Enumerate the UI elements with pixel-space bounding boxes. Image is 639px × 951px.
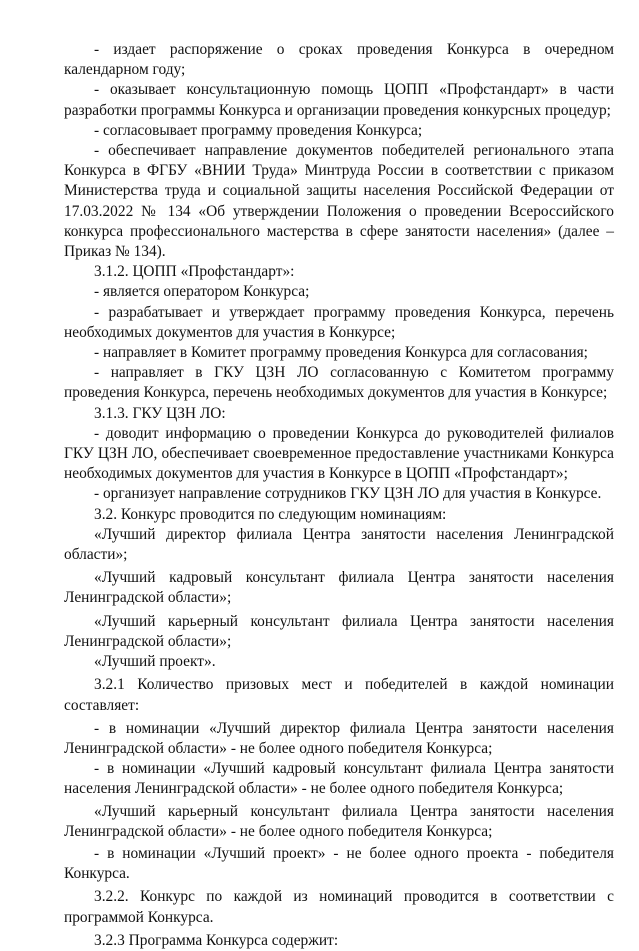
- nomination-item: «Лучший проект».: [94, 653, 216, 671]
- paragraph: - согласовывает программу проведения Конкурса;: [94, 121, 423, 139]
- document-page: [64, 40, 614, 951]
- nomination-item: «Лучший директор филиала Центра занятости населения Ленинградской области»;: [64, 525, 614, 564]
- paragraph: - разрабатывает и утверждает программу проведения Конкурса, перечень необходимых документов для участия в Конкурсе;: [64, 303, 614, 341]
- section-heading: 3.2.2. Конкурс по каждой из номинаций проводится в соответствии с программой Конкурса.: [64, 888, 614, 926]
- section-heading: 3.1.3. ГКУ ЦЗН ЛО:: [94, 404, 226, 422]
- section-heading: 3.1.2. ЦОПП «Профстандарт»:: [94, 263, 295, 281]
- paragraph: - в номинации «Лучший директор филиала Центра занятости населения Ленинградской области» - не более одного победителя Конкурса;: [64, 719, 614, 757]
- paragraph: - является оператором Конкурса;: [94, 283, 310, 301]
- paragraph: - в номинации «Лучший кадровый консультант филиала Центра занятости населения Ленинградской области» - не более одного победителя Конкурса;: [64, 760, 614, 798]
- paragraph: - направляет в Комитет программу проведения Конкурса для согласования;: [94, 344, 588, 362]
- nomination-item: «Лучший карьерный консультант филиала Центра занятости населения Ленинградской области»;: [64, 612, 614, 650]
- paragraph: - оказывает консультационную помощь ЦОПП «Профстандарт» в части разработки программы Конкурса и организации проведения конкурсных процедур;: [64, 81, 614, 119]
- paragraph: - доводит информацию о проведении Конкурса до руководителей филиалов ГКУ ЦЗН ЛО, обеспечивает своевременное предоставление участниками Конкурса необходимых документов для участия в Конкурсе в ЦОПП «Профстандарт»;: [64, 424, 614, 483]
- paragraph: - в номинации «Лучший проект» - не более одного проекта - победителя Конкурса.: [64, 844, 614, 883]
- paragraph: - организует направление сотрудников ГКУ ЦЗН ЛО для участия в Конкурсе.: [94, 485, 602, 503]
- paragraph: «Лучший карьерный консультант филиала Центра занятости населения Ленинградской области» - не более одного победителя Конкурса;: [64, 802, 614, 840]
- paragraph: - направляет в ГКУ ЦЗН ЛО согласованную с Комитетом программу проведения Конкурса, перечень необходимых документов для участия в Конкурсе;: [64, 364, 614, 402]
- section-heading: 3.2. Конкурс проводится по следующим номинациям:: [94, 505, 447, 523]
- paragraph: - издает распоряжение о сроках проведения Конкурса в очередном календарном году;: [64, 41, 614, 79]
- nomination-item: «Лучший кадровый консультант филиала Центра занятости населения Ленинградской области»;: [64, 569, 614, 607]
- section-heading: 3.2.1 Количество призовых мест и победителей в каждой номинации составляет:: [64, 676, 614, 714]
- paragraph: - обеспечивает направление документов победителей регионального этапа Конкурса в ФГБУ «ВНИИ Труда» Минтруда России в соответствии с приказом Министерства труда и социальной защиты населения Российской Федерации от 17.03.2022 № 134 «Об утверждении Положения о проведении Всероссийского конкурса профессионального мастерства в сфере занятости населения» (далее – Приказ № 134).: [64, 142, 614, 261]
- section-heading: 3.2.3 Программа Конкурса содержит:: [94, 931, 339, 949]
